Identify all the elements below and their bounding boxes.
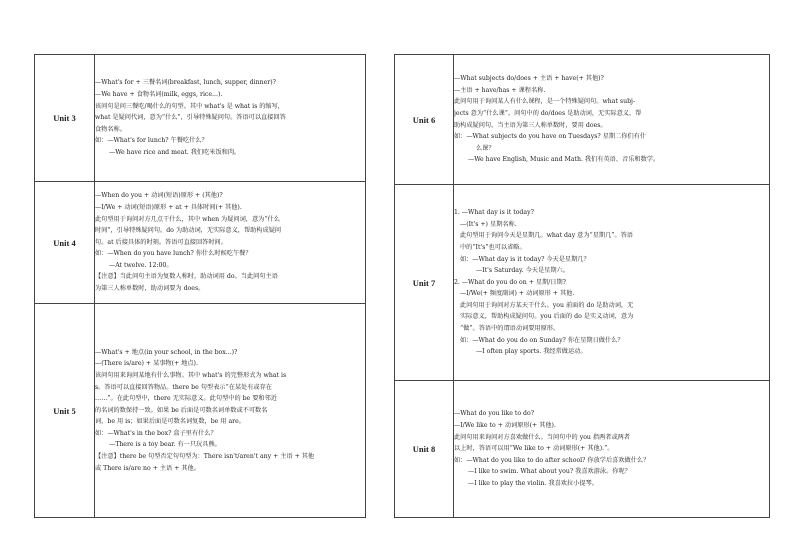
content-line: —It's Saturday. 今天是星期六。 [476,267,569,275]
content-line: —What do you like to do? [454,410,535,418]
content-line: 1. —What day is it today? [454,209,534,217]
content-line: 2. —What do you do on + 星期/日期? [454,278,567,286]
unit-content [454,185,770,381]
unit-content [454,55,770,185]
content-line: —主语 + have/has + 课程名称. [454,86,546,94]
table-row [35,55,366,182]
table-row [35,304,366,518]
content-line: 如：—What's for lunch? 午餐吃什么？ [95,137,208,145]
content-line: 么课？ [476,144,495,152]
content-line: ……”。在此句型中，there 无实际意义。此句型中的 be 要和邻近 [95,395,277,403]
unit-label: Unit 5 [35,304,95,518]
left-grammar-table [34,54,366,518]
content-line: —What's + 地点(in your school, in the box...)? [95,348,238,356]
content-line: —I/We like to + 动词原形(+ 其他). [454,422,556,430]
content-line: 此句型用于询问对方几点干什么，其中 when 为疑问词，意为“什么 [95,215,280,223]
content-line: 【注意】当此问句主语为复数人称时，助动词用 do。当此问句主语 [95,273,278,281]
content-line: 【注意】there be 句型否定句句型为：There isn't/aren't any + 主语 + 其他 [95,453,315,461]
content-line: —I often play sports. 我经常做运动。 [476,348,587,356]
content-line: 实际意义，帮助构成疑问句。you 后面的 do 是实义动词，意为 [460,313,634,321]
content-line: what 是疑问代词，意为“什么”，引导特殊疑问句。答语可以直接回答 [95,114,286,122]
content-line: —I/We(+ 频度副词) + 动词原形 + 其他. [460,290,575,298]
content-line: —At twelve. 12:00。 [109,261,173,269]
content-line: —(There is/are) + 某事物(+ 地点). [95,360,198,368]
table-row [395,185,770,381]
content-line: 如：—What day is it today? 今天是星期几？ [460,255,590,263]
content-line: 中的“It's”也可以省略。 [460,243,526,251]
unit-label: Unit 4 [35,182,95,304]
content-line: 此句型用于询问今天是星期几。what day 意为“星期几”。答语 [460,232,633,240]
content-line: 此问句用来询问对方喜欢做什么。当问句中的 you 指两者或两者 [454,433,631,441]
content-line: —We have + 食物名词(milk, eggs, rice...). [95,91,223,99]
content-line: jects 意为“什么课”。问句中的 do/does 是助动词，无实际意义，帮 [454,109,642,117]
unit-label: Unit 8 [395,381,454,518]
content-line: 该问句是问三餐吃/喝什么的句型。其中 what's 是 what is 的缩写， [95,102,284,110]
table-row [35,182,366,304]
content-line: —What's for + 三餐名词(breakfast, lunch, supper, dinner)? [95,79,276,87]
content-line: 词，be 用 is；如果后面是可数名词复数，be 用 are。 [95,418,245,426]
content-line: 如：—What do you do on Sunday? 你在星期日做什么？ [460,336,624,344]
content-line: s。答语可以直接回答物品。there be 句型表示“在某处有或存在 [95,383,272,391]
right-grammar-table [394,54,770,518]
content-line: 如：—When do you have lunch? 你什么时候吃午餐？ [95,250,252,258]
content-line: 或 There is/are no + 主语 + 其他。 [95,464,200,472]
unit-content [95,304,366,518]
content-line: 食物名称。 [95,125,126,133]
content-line: 时间”，引导特殊疑问句。do 为助动词，无实际意义，帮助构成疑问 [95,227,282,235]
content-line: 该问句用来询问某地有什么事物。其中 what's 的完整形式为 what is [95,371,287,379]
content-line: 的名词的数保持一致。如果 be 后面是可数名词单数或不可数名 [95,406,268,414]
content-line: —There is a toy bear. 有一只玩具熊。 [109,441,221,449]
unit-content [95,55,366,182]
unit-content [454,381,770,518]
content-line: —What subjects do/does + 主语 + have(+ 其他)? [454,75,604,83]
content-line: —I like to swim. What about you? 我喜欢游泳。你呢？ [468,468,631,476]
content-line: 此问句用于询问某人有什么课程，是一个特殊疑问句。what subj- [454,98,636,106]
content-line: 如：—What do you like to do after school? 你放学后喜欢做什么？ [454,456,650,464]
content-line: 为第三人称单数时，助动词要为 does。 [95,285,205,293]
content-line: 句。at 后接具体的时刻。答语可直接回答时间。 [95,238,227,246]
content-line: —(It's +) 星期名称. [460,220,517,228]
content-line: 以上时，答语可以用“We like to + 动词原形(+ 其他).”。 [454,445,614,453]
content-line: —I/We + 动词(短语)原形 + at + 具体时间(+ 其他). [95,203,242,211]
content-line: —We have English, Music and Math. 我们有英语、音乐和数学。 [468,156,660,164]
content-line: —We have rice and meat. 我们吃米饭和肉。 [109,148,241,156]
unit-label: Unit 3 [35,55,95,182]
unit-label: Unit 7 [395,185,454,381]
content-line: 此问句用于询问对方某天干什么。you 前面的 do 是助动词，无 [460,301,634,309]
content-line: —When do you + 动词(短语)原形 + (其他)? [95,192,223,200]
unit-label: Unit 6 [395,55,454,185]
table-row [395,381,770,518]
unit-content [95,182,366,304]
content-line: 如：—What subjects do you have on Tuesdays? 星期二你们有什 [454,133,647,141]
content-line: 助构成疑问句。当主语为第三人称单数时，要用 does。 [454,121,607,129]
content-line: —I like to play the violin. 我喜欢拉小提琴。 [468,479,598,487]
content-line: 如：—What's in the box? 盒子里有什么？ [95,429,217,437]
content-line: “做”。答语中的谓语动词要用原形。 [460,325,560,333]
table-row [395,55,770,185]
